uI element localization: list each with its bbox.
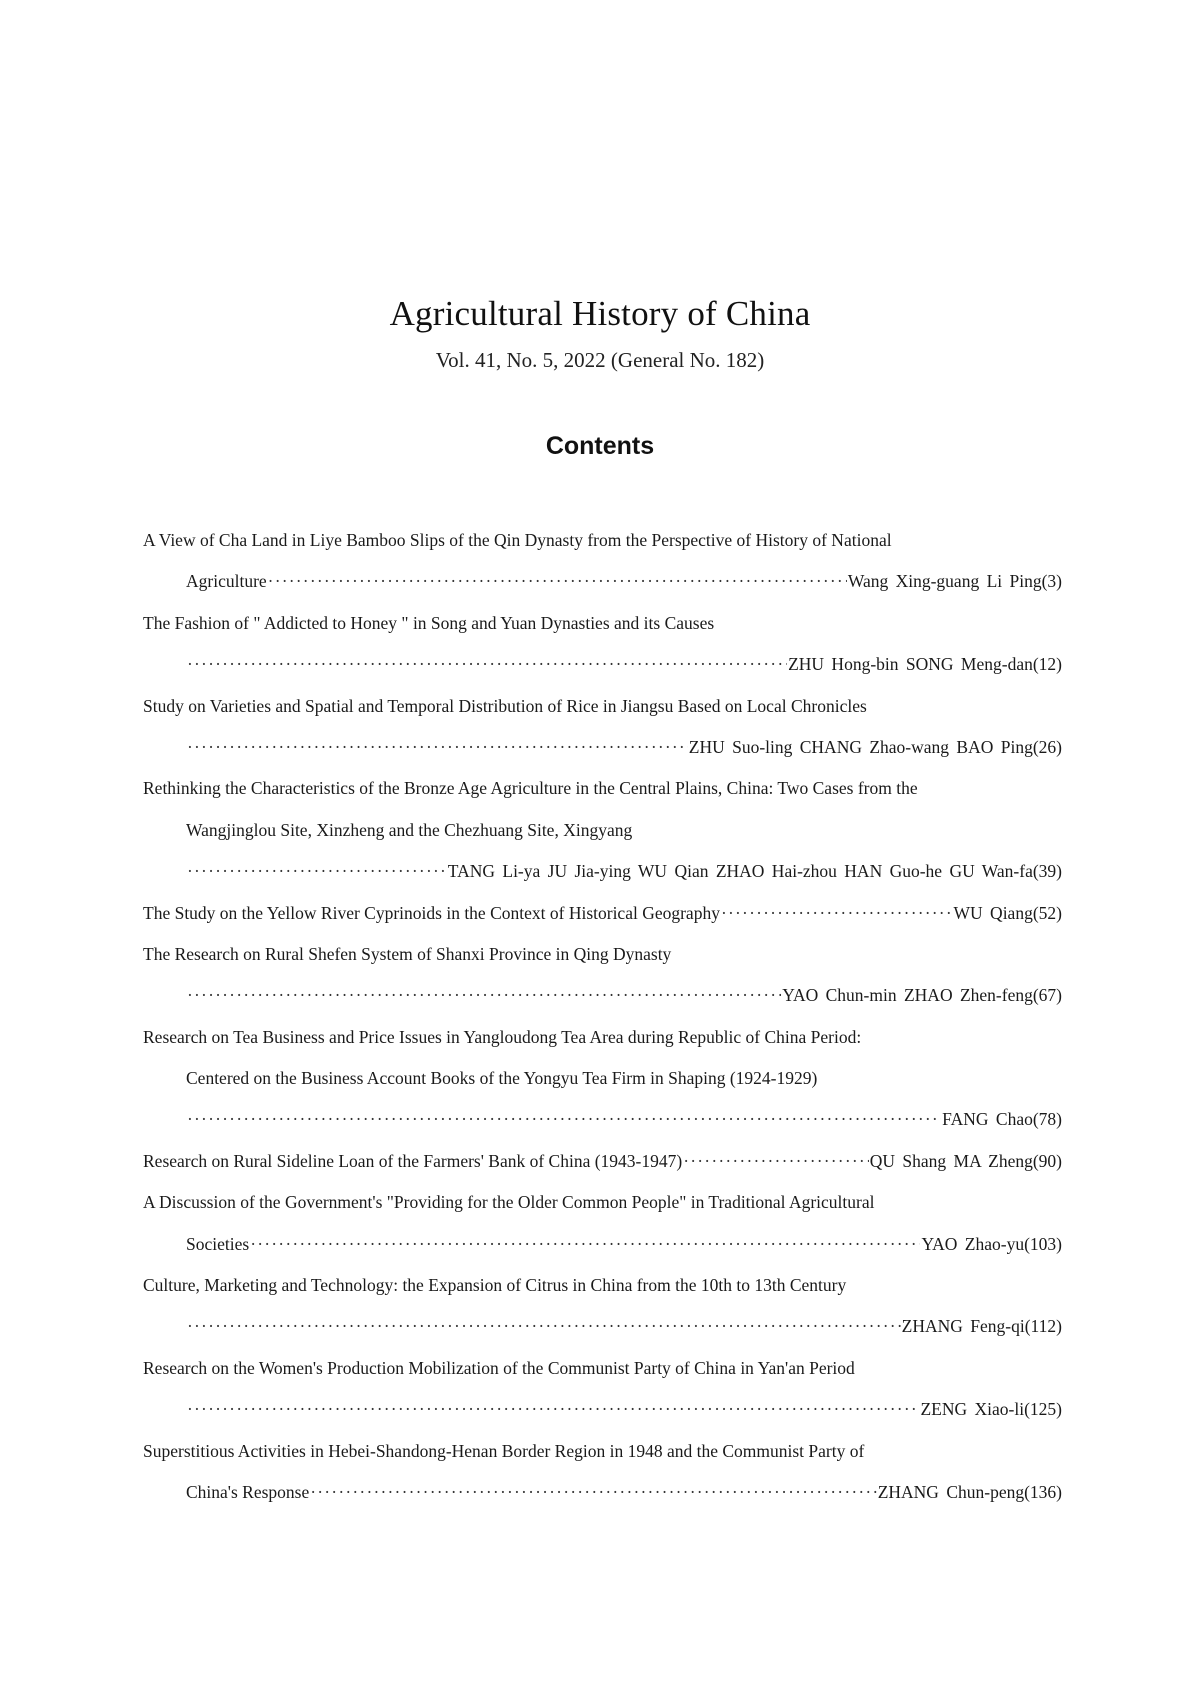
toc-entry-authors: ZENG Xiao-li	[920, 1399, 1025, 1420]
toc-entry-page-number: (136)	[1024, 1481, 1062, 1502]
toc-entry-title-line: Centered on the Business Account Books of the Yongyu Tea Firm in Shaping (1924-1929)	[186, 1068, 818, 1089]
dot-leader	[187, 644, 787, 685]
toc-entry-authors: TANG Li-ya JU Jia-ying WU Qian ZHAO Hai-zhou HAN Guo-he GU Wan-fa	[447, 861, 1033, 882]
toc-entry-leader-line	[143, 975, 1062, 1016]
toc-entry-authors: QU Shang MA Zheng	[869, 1150, 1033, 1171]
toc-entry-leader-line	[143, 1472, 1062, 1513]
toc-entry-page-number: (78)	[1032, 1109, 1062, 1130]
toc-entry	[143, 934, 1062, 1017]
toc-entry-title-line: Superstitious Activities in Hebei-Shandong-Henan Border Region in 1948 and the Communist Party of	[143, 1440, 865, 1461]
toc-entry-page-number: (52)	[1032, 902, 1062, 923]
toc-entry-authors: Wang Xing-guang Li Ping	[847, 571, 1042, 592]
toc-entry-leader-text: China's Response	[186, 1481, 310, 1502]
dot-leader	[187, 1099, 941, 1140]
toc-entry-title-line: Rethinking the Characteristics of the Bronze Age Agriculture in the Central Plains, China: Two Cases from the	[143, 778, 918, 799]
toc-entry	[143, 1265, 1062, 1348]
toc-entry-page-number: (125)	[1024, 1399, 1062, 1420]
toc-entry-title-line: The Fashion of " Addicted to Honey " in Song and Yuan Dynasties and its Causes	[143, 612, 715, 633]
toc-entry	[143, 1348, 1062, 1431]
toc-entry-title-line: Research on the Women's Production Mobilization of the Communist Party of China in Yan'an Period	[143, 1357, 855, 1378]
toc-entry	[143, 893, 1062, 934]
toc-entry-leader-line	[143, 851, 1062, 892]
toc-entry-leader-text: Agriculture	[186, 571, 267, 592]
toc-entry-leader-line	[143, 893, 1062, 934]
toc-entry-authors: ZHU Hong-bin SONG Meng-dan	[788, 654, 1033, 675]
toc-entry-title-line: A Discussion of the Government's "Providing for the Older Common People" in Traditional Agricultural	[143, 1192, 875, 1213]
toc-entry-leader-line	[143, 1306, 1062, 1347]
toc-entry	[143, 768, 1062, 892]
dot-leader	[250, 1224, 920, 1265]
toc-entry-authors: YAO Zhao-yu	[921, 1233, 1025, 1254]
toc-entry-title-line: Research on Tea Business and Price Issues in Yangloudong Tea Area during Republic of China Period:	[143, 1026, 862, 1047]
toc-entry-leader-line	[143, 561, 1062, 602]
toc-entry-leader-line	[143, 1224, 1062, 1265]
toc-entry-authors: ZHANG Feng-qi	[901, 1316, 1025, 1337]
dot-leader	[268, 561, 847, 602]
toc-entry	[143, 1141, 1062, 1182]
dot-leader	[187, 1389, 919, 1430]
toc-entry-page-number: (39)	[1032, 861, 1062, 882]
toc-entry-leader-line	[143, 1099, 1062, 1140]
toc-entry-page-number: (103)	[1024, 1233, 1062, 1254]
toc-entry-leader-line	[143, 1389, 1062, 1430]
toc-entry-authors: ZHANG Chun-peng	[877, 1481, 1025, 1502]
toc-entry-leader-line	[143, 727, 1062, 768]
contents-heading: Contents	[545, 432, 655, 460]
dot-leader	[187, 851, 447, 892]
dot-leader	[187, 1306, 901, 1347]
journal-issue: Vol. 41, No. 5, 2022 (General No. 182)	[435, 348, 765, 372]
toc-entry-page-number: (112)	[1024, 1316, 1062, 1337]
toc-entry-page-number: (90)	[1032, 1150, 1062, 1171]
toc-entry	[143, 1182, 1062, 1265]
toc-entry-title-line: Wangjinglou Site, Xinzheng and the Chezhuang Site, Xingyang	[186, 819, 633, 840]
toc-entry-page-number: (26)	[1032, 736, 1062, 757]
toc-entry-authors: YAO Chun-min ZHAO Zhen-feng	[782, 985, 1033, 1006]
toc-entry-title-line: The Research on Rural Shefen System of Shanxi Province in Qing Dynasty	[143, 943, 672, 964]
toc-entry-leader-text: Societies	[186, 1233, 250, 1254]
toc-entry-authors: ZHU Suo-ling CHANG Zhao-wang BAO Ping	[688, 736, 1033, 757]
dot-leader	[187, 727, 688, 768]
toc-entry-title-line: A View of Cha Land in Liye Bamboo Slips of the Qin Dynasty from the Perspective of History of National	[143, 530, 892, 550]
toc-entry-leader-line	[143, 644, 1062, 685]
toc-entry	[143, 686, 1062, 769]
toc-entry-page-number: (67)	[1032, 985, 1062, 1006]
toc-entry	[143, 1017, 1062, 1141]
journal-title: Agricultural History of China	[389, 294, 811, 333]
toc-entry-leader-text: The Study on the Yellow River Cyprinoids in the Context of Historical Geography	[143, 902, 720, 923]
dot-leader	[187, 975, 781, 1016]
toc-entry-leader-line	[143, 1141, 1062, 1182]
table-of-contents	[143, 520, 1062, 1513]
toc-entry	[143, 603, 1062, 686]
dot-leader	[683, 1141, 869, 1182]
toc-entry-page-number: (12)	[1032, 654, 1062, 675]
dot-leader	[721, 893, 953, 934]
toc-entry-title-line: Study on Varieties and Spatial and Temporal Distribution of Rice in Jiangsu Based on Local Chronicles	[143, 695, 867, 716]
toc-entry-authors: WU Qiang	[953, 902, 1033, 923]
toc-entry-title-line: Culture, Marketing and Technology: the Expansion of Citrus in China from the 10th to 13th Century	[143, 1275, 847, 1296]
toc-entry-authors: FANG Chao	[942, 1109, 1033, 1130]
toc-entry	[143, 1431, 1062, 1514]
dot-leader	[310, 1472, 876, 1513]
toc-entry-leader-text: Research on Rural Sideline Loan of the Farmers' Bank of China (1943-1947)	[143, 1150, 683, 1171]
toc-entry	[143, 520, 1062, 603]
toc-entry-page-number: (3)	[1041, 571, 1062, 592]
